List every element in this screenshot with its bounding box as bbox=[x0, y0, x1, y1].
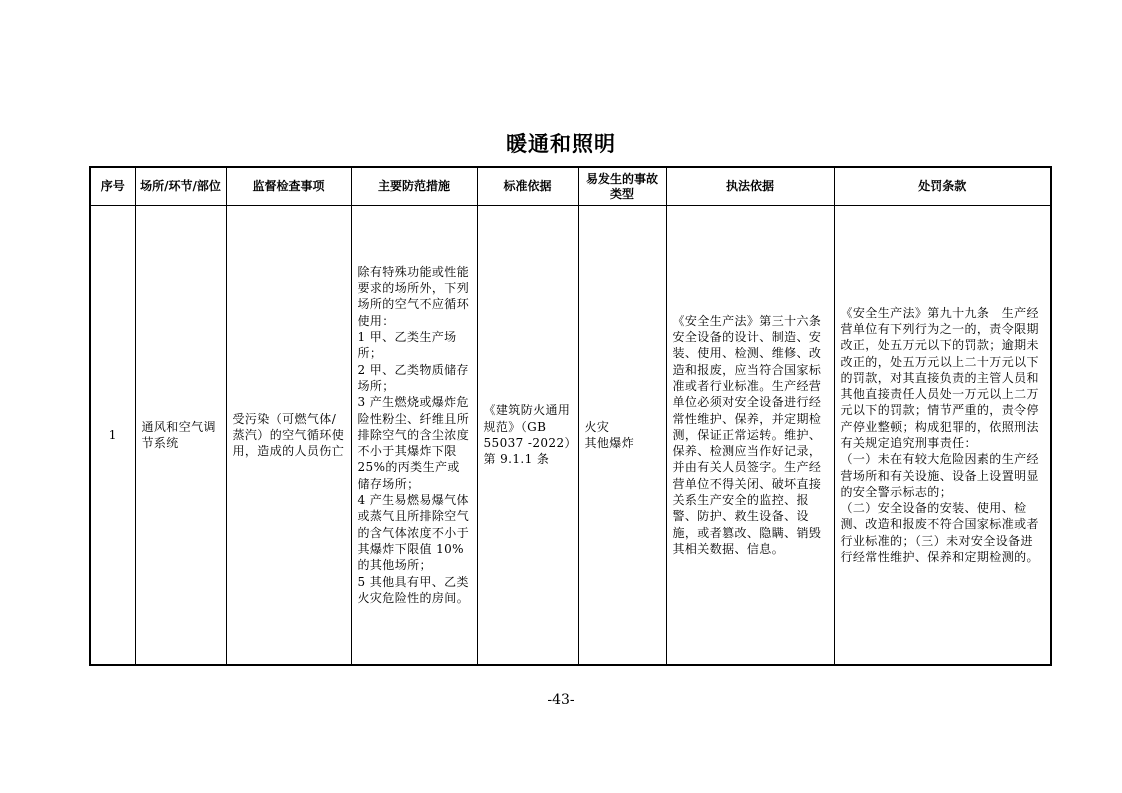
header-location: 场所/环节/部位 bbox=[135, 167, 226, 206]
cell-standard: 《建筑防火通用规范》（GB 55037 -2022）第 9.1.1 条 bbox=[477, 206, 578, 666]
cell-measures bbox=[351, 206, 477, 666]
cell-no: 1 bbox=[90, 206, 135, 666]
measure-item: 除有特殊功能或性能要求的场所外，下列场所的空气不应循环使用： bbox=[357, 264, 470, 328]
table-row bbox=[90, 206, 1051, 666]
header-penalty: 处罚条款 bbox=[834, 167, 1051, 206]
measure-item: 2 甲、乙类物质储存场所； bbox=[357, 362, 469, 393]
page-title: 暖通和照明 bbox=[506, 132, 616, 156]
measure-item: 3 产生燃烧或爆炸危险性粉尘、纤维且所排除空气的含尘浓度不小于其爆炸下限 25%的丙类生产或储存场所； bbox=[357, 395, 470, 491]
cell-inspection: 受污染（可燃气体/蒸汽）的空气循环使用，造成的人员伤亡 bbox=[226, 206, 351, 666]
header-law: 执法依据 bbox=[666, 167, 834, 206]
header-measures: 主要防范措施 bbox=[351, 167, 477, 206]
penalty-paragraph: 《安全生产法》第九十九条 生产经营单位有下列行为之一的，责令限期改正，处五万元以下的罚款；逾期未改正的，处五万元以上二十万元以下的罚款，对其直接负责的主管人员和其他直接责任人员处一万元以上二万元以下的罚款；情节严重的，责令停产停业整顿；构成犯罪的，依照刑法有关规定追究刑事责任： bbox=[840, 305, 1039, 450]
page-number: -43- bbox=[547, 692, 575, 708]
measure-item: 4 产生易燃易爆气体或蒸气且所排除空气的含气体浓度不小于其爆炸下限值 10%的其他场所； bbox=[357, 493, 470, 573]
header-no: 序号 bbox=[90, 167, 135, 206]
header-inspection: 监督检查事项 bbox=[226, 167, 351, 206]
measure-item: 5 其他具有甲、乙类火灾危险性的房间。 bbox=[357, 574, 470, 605]
accident-type: 火灾 bbox=[584, 419, 610, 434]
cell-location: 通风和空气调节系统 bbox=[135, 206, 226, 666]
cell-law: 《安全生产法》第三十六条 安全设备的设计、制造、安装、使用、检测、维修、改造和报废，应当符合国家标准或者行业标准。生产经营单位必须对安全设备进行经常性维护、保养，并定期检测，保证正常运转。维护、保养、检测应当作好记录，并由有关人员签字。生产经营单位不得关闭、破坏直接关系生产安全的监控、报警、防护、救生设备、设施，或者篡改、隐瞒、销毁其相关数据、信息。 bbox=[666, 206, 834, 666]
penalty-paragraph: （二）安全设备的安装、使用、检测、改造和报废不符合国家标准或者行业标准的；（三）未对安全设备进行经常性维护、保养和定期检测的。 bbox=[840, 501, 1039, 565]
table-header-row bbox=[90, 167, 1051, 206]
measure-item: 1 甲、乙类生产场所； bbox=[357, 330, 457, 361]
penalty-paragraph: （一）未在有较大危险因素的生产经营场所和有关设施、设备上设置明显的安全警示标志的； bbox=[840, 452, 1039, 499]
cell-accident bbox=[578, 206, 666, 666]
header-standard: 标准依据 bbox=[477, 167, 578, 206]
header-accident: 易发生的事故类型 bbox=[578, 167, 666, 206]
cell-penalty bbox=[834, 206, 1051, 666]
inspection-table bbox=[89, 166, 1052, 666]
accident-type: 其他爆炸 bbox=[584, 436, 635, 450]
